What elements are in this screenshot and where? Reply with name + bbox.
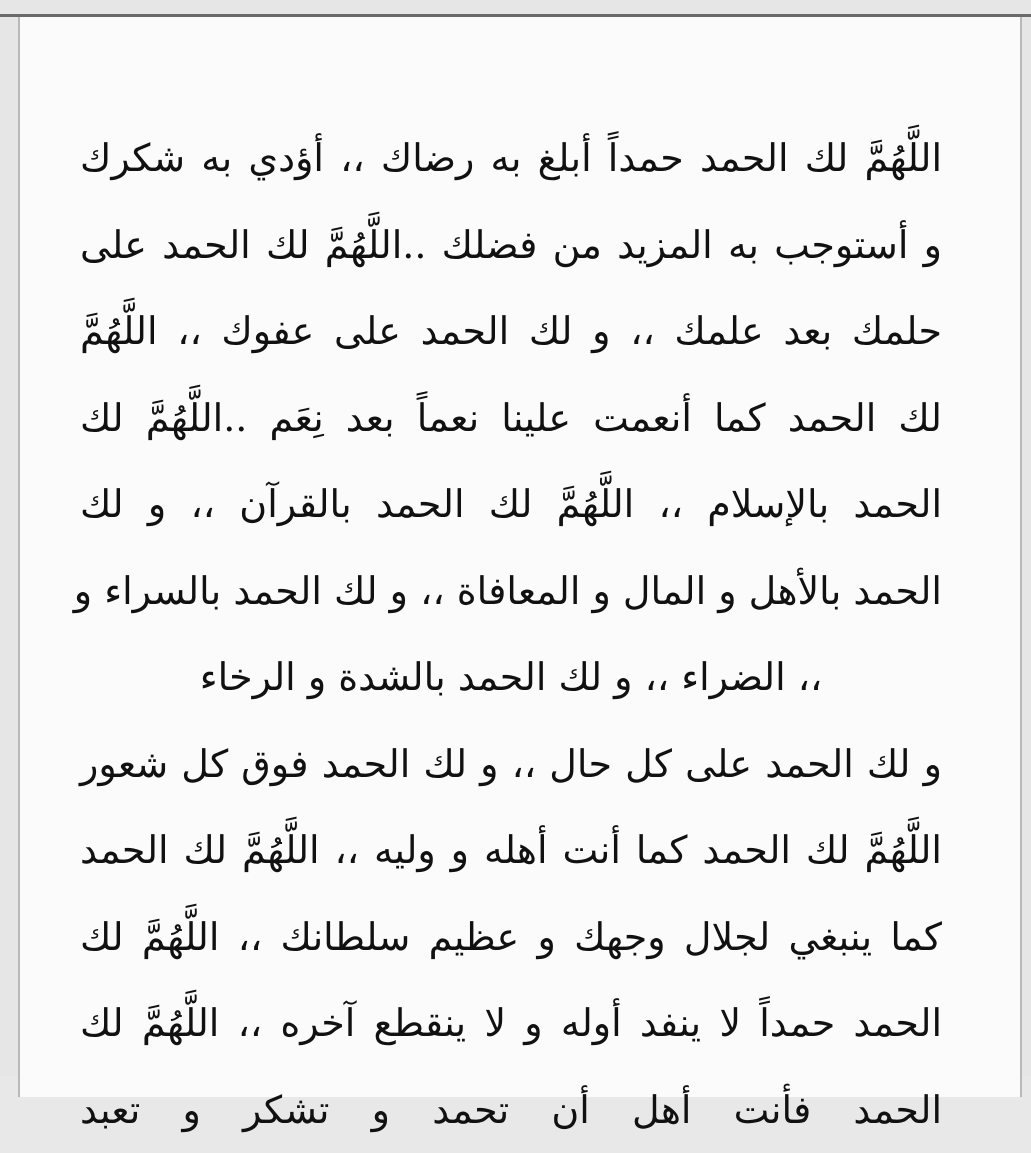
text-line: لك الحمد كما أنعمت علينا نعماً بعد نِعَم ..اللَّهُمَّ لك bbox=[80, 395, 942, 440]
document-page bbox=[18, 17, 1022, 1132]
text-line: الحمد بالإسلام ،، اللَّهُمَّ لك الحمد بالقرآن ،، و لك bbox=[80, 482, 942, 526]
text-line: حلمك بعد علمك ،، و لك الحمد على عفوك ،، اللَّهُمَّ bbox=[80, 309, 942, 353]
prayer-text bbox=[73, 115, 942, 1132]
text-line: اللَّهُمَّ لك الحمد كما أنت أهله و وليه ،، اللَّهُمَّ لك الحمد bbox=[80, 828, 942, 872]
text-line: اللَّهُمَّ لك الحمد حمداً أبلغ به رضاك ،، أؤدي به شكرك bbox=[80, 136, 942, 180]
text-line: كما ينبغي لجلال وجهك و عظيم سلطانك ،، اللَّهُمَّ لك bbox=[80, 914, 942, 959]
text-line: و أستوجب به المزيد من فضلك ..اللَّهُمَّ لك الحمد على bbox=[80, 222, 942, 267]
text-line: الحمد حمداً لا ينفد أوله و لا ينقطع آخره ،، اللَّهُمَّ لك bbox=[80, 1001, 942, 1045]
text-line: ،، الضراء ،، و لك الحمد بالشدة و الرخاء bbox=[199, 655, 823, 699]
text-line: الحمد بالأهل و المال و المعافاة ،، و لك الحمد بالسراء و bbox=[73, 568, 942, 613]
text-line-partial: الحمد فأنت أهل أن تحمد و تشكر و تعبد bbox=[80, 1087, 942, 1132]
text-line: و لك الحمد على كل حال ،، و لك الحمد فوق كل شعور bbox=[80, 741, 942, 786]
